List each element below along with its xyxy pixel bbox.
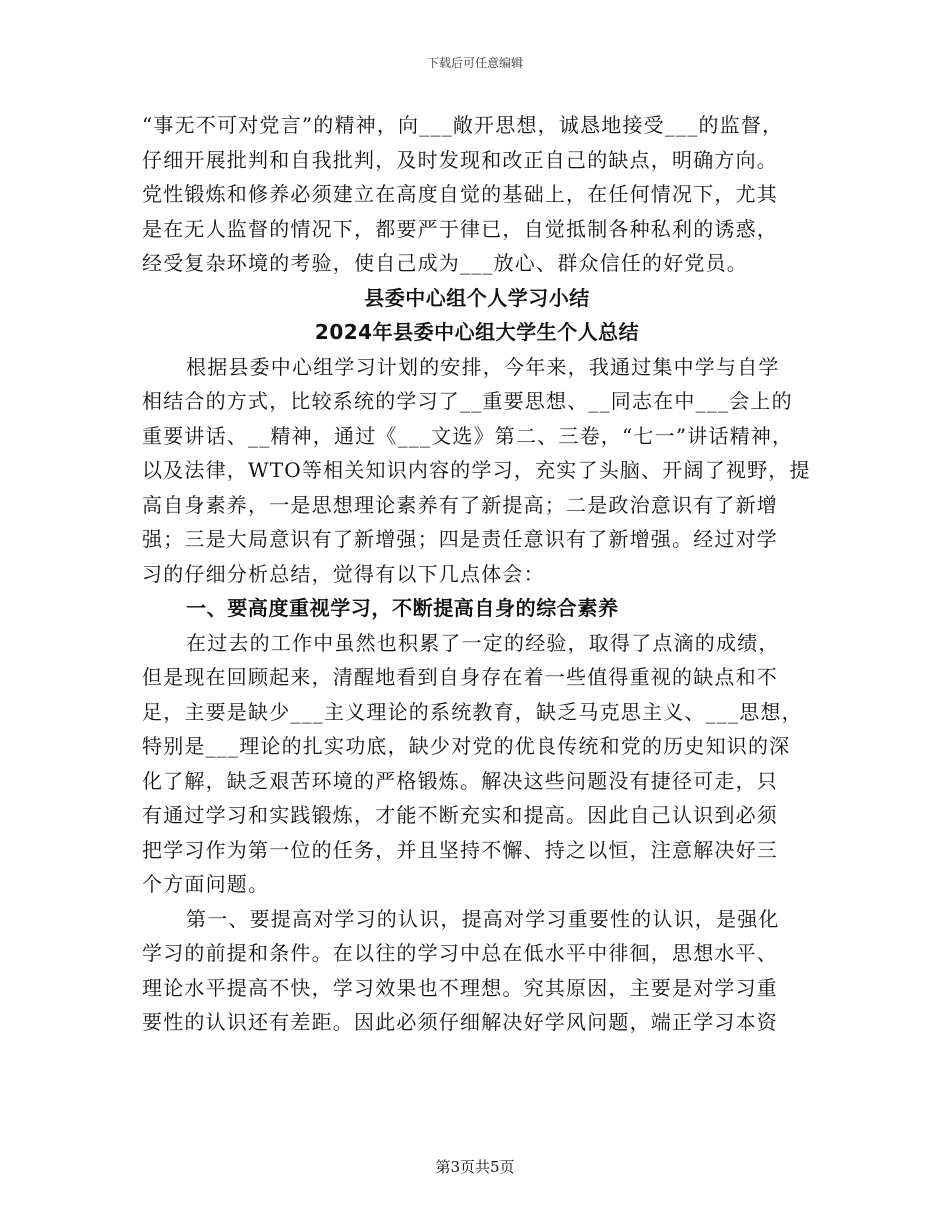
paragraph-line: 但是现在回顾起来，清醒地看到自身存在着一些值得重视的缺点和不	[142, 665, 778, 689]
page-header: 下载后可任意编辑	[426, 56, 523, 70]
section-heading: 一、要高度重视学习，不断提高自身的综合素养	[186, 596, 619, 620]
paragraph-line: 要性的认识还有差距。因此必须仔细解决好学风问题，端正学习本资	[142, 1010, 778, 1034]
paragraph-line: 理论水平提高不快，学习效果也不理想。究其原因，主要是对学习重	[142, 975, 778, 1000]
paragraph-line: 在过去的工作中虽然也积累了一定的经验，取得了点滴的成绩，	[186, 630, 780, 655]
paragraph-line: 有通过学习和实践锻炼，才能不断充实和提高。因此自己认识到必须	[142, 803, 778, 827]
paragraph-line: 习的仔细分析总结，觉得有以下几点体会：	[142, 561, 545, 586]
paragraph-line: 第一、要提高对学习的认识，提高对学习重要性的认识，是强化	[186, 906, 780, 931]
document-subtitle: 2024年县委中心组大学生个人总结	[314, 320, 640, 344]
paragraph-line: 相结合的方式，比较系统的学习了__重要思想、__同志在中___会上的	[142, 389, 793, 413]
paragraph-line: 特别是___理论的扎实功底，缺少对党的优良传统和党的历史知识的深	[142, 734, 791, 758]
paragraph-line: 以及法律，WTO等相关知识内容的学习，充实了头脑、开阔了视野，提	[142, 458, 811, 482]
paragraph-line: 经受复杂环境的考验，使自己成为___放心、群众信任的好党员。	[142, 251, 748, 275]
paragraph-line: 根据县委中心组学习计划的安排，今年来，我通过集中学与自学	[186, 354, 780, 379]
paragraph-line: 足，主要是缺少___主义理论的系统教育，缺乏马克思主义、___思想，	[142, 699, 803, 724]
paragraph-line: 是在无人监督的情况下，都要严于律已，自觉抵制各种私利的诱惑，	[142, 216, 778, 241]
paragraph-line: 高自身素养，一是思想理论素养有了新提高；二是政治意识有了新增	[142, 492, 778, 517]
paragraph-line: “事无不可对党言”的精神，向___敞开思想，诚恳地接受___的监督，	[142, 113, 784, 137]
page-footer: 第3页共5页	[435, 1158, 515, 1176]
paragraph-line: 学习的前提和条件。在以往的学习中总在低水平中徘徊，思想水平、	[142, 941, 778, 965]
paragraph-line: 仔细开展批判和自我批判，及时发现和改正自己的缺点，明确方向。	[142, 147, 778, 172]
paragraph-line: 化了解，缺乏艰苦环境的严格锻炼。解决这些问题没有捷径可走，只	[142, 768, 778, 793]
document-title: 县委中心组个人学习小结	[364, 285, 590, 310]
paragraph-line: 个方面问题。	[142, 872, 270, 896]
paragraph-line: 重要讲话、__精神，通过《___文选》第二、三卷，“七一”讲话精神，	[142, 423, 794, 448]
paragraph-line: 把学习作为第一位的任务，并且坚持不懈、持之以恒，注意解决好三	[142, 837, 778, 862]
paragraph-line: 强；三是大局意识有了新增强；四是责任意识有了新增强。经过对学	[142, 527, 778, 551]
paragraph-line: 党性锻炼和修养必须建立在高度自觉的基础上，在任何情况下，尤其	[142, 182, 778, 206]
document-body	[142, 108, 812, 1040]
